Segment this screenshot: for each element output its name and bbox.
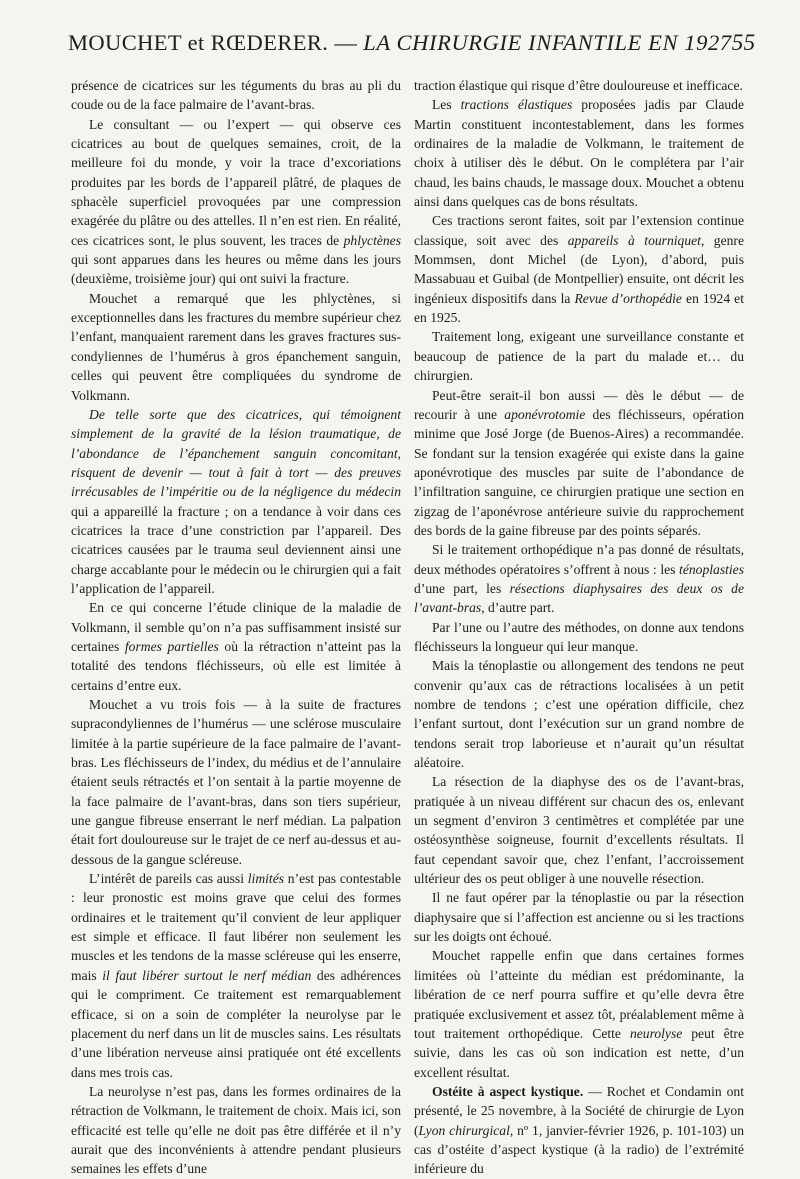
italic-term: phlyctènes [343,232,401,248]
text-run: peut être suivie, dans les cas où son indication est nette, d’un excellent résultat. [414,1025,744,1080]
paragraph [414,76,744,95]
paragraph [414,656,744,772]
italic-passage: De telle sorte que des cicatrices, qui témoignent simplement de la gravité de la lésion traumatique, de l’abondance de l’épanchement sanguin concomitant, risquent de devenir — tout à fait à tort — des preuves irrécusables de l’impéritie ou de la négligence du médecin [71,406,401,500]
paragraph [414,946,744,1081]
paragraph [71,695,401,869]
text-run: En ce qui concerne l’étude clinique de la maladie de Volkmann, il semble qu’on n’a pas suffisamment insisté sur certaines [71,600,401,654]
text-run: où la rétraction n’atteint pas la totalité des tendons fléchisseurs, où elle est limitée à certains d’entre eux. [71,638,401,693]
paragraph [71,869,401,1082]
text-run: Par l’une ou l’autre des méthodes, on donne aux tendons fléchisseurs la longueur qui leur manque. [414,619,744,654]
text-run: qui a appareillé la fracture ; on a tendance à voir dans ces cicatrices la trace d’une constriction par l’appareil. Des cicatrices causées par le trauma seul deviennent ainsi une charge accablante pour le médecin ou le chirurgien qui a fait l’application de l’appareil. [71,503,401,596]
text-run: qui sont apparues dans les heures ou même dans les jours (deuxième, troisième jour) qui ont suivi la fracture. [71,252,401,287]
header-journal-title: LA CHIRURGIE INFANTILE EN 1927 [363,30,732,55]
header-authors: MOUCHET et RŒDERER. [68,30,329,55]
text-run: Mouchet a vu trois fois — à la suite de fractures supracondyliennes de l’humérus — une sclérose musculaire limitée à la partie supérieure de la face palmaire de l’avant-bras. Les fléchisseurs de l’index, du médius et de l’annulaire étaient seuls rétractés et l’on sentait à la partie moyenne de la face palmaire de l’avant-bras, dans son tiers supérieur, une gangue fibreuse enserrant le nerf médian. La palpation était fort douloureuse sur le trajet de ce nerf au-dessus et au-dessous de la gangue scléreuse. [71,697,401,867]
italic-term: ténoplasties [679,561,744,577]
italic-passage: il faut libérer surtout le nerf médian [102,967,312,983]
header-title [68,30,732,56]
text-run: présence de cicatrices sur les téguments du bras au pli du coude ou de la face palmaire de l’avant-bras. [71,78,401,113]
header-dash: — [328,30,364,55]
text-run: Les [432,97,461,113]
paragraph [414,618,744,657]
italic-term: appareils à tourniquet [567,232,701,248]
italic-term: résections diaphysaires des deux os de l’avant-bras [414,580,745,616]
text-run: La résection de la diaphyse des os de l’avant-bras, pratiquée à un niveau différent sur chacun des os, enlevant un segment d’environ 3 centimètres et complétée par une ostéosynthèse soigneuse, fournit d’excellents résultats. Il faut cependant savoir que, chez l’enfant, l’accroissement ultérieur des os peut obliger à une nouvelle résection. [414,774,744,887]
text-run: Le consultant — ou l’expert — qui observe ces cicatrices au bout de quelques semaines, croit, de la meilleure foi du monde, y voir la trace d’excoriations produites par les bords de l’appareil plâtré, de plaques de sphacèle superficiel provoquées par une compression exagérée du plâtre ou des attelles. Il n’en est rien. En réalité, ces cicatrices sont, le plus souvent, les traces de [71,116,401,248]
text-run: Ces tractions seront faites, soit par l’extension continue classique, soit avec des [414,213,744,248]
running-header [68,30,756,78]
paragraph [71,598,401,695]
text-run: Mouchet rappelle enfin que dans certaines formes limitées où l’atteinte du médian est prédominante, la libération de ce nerf pourra suffire et qu’elle devra être pratiquée exclusivement et assez tôt, préalablement même à tout traitement orthopédique. Cette [414,948,744,1041]
text-run: , genre Mommsen, dont Michel (de Lyon), d’abord, puis Massabuau et Guibal (de Montpellier) ensuite, ont décrit les ingénieux dispositifs dans la [414,232,744,306]
text-run: , d’autre part. [481,600,555,616]
text-run: , nº 1, janvier-février 1926, p. 101-103) un cas d’ostéite d’aspect kystique (à la radio) de l’extrémité inférieure du [414,1122,745,1177]
italic-term: neurolyse [629,1025,683,1041]
text-run: Mais la ténoplastie ou allongement des tendons ne peut convenir qu’aux cas de rétractions localisées à un petit nombre de tendons ; c’est une opération difficile, chez l’enfant surtout, dont l’exécution sur un grand nombre de tendons serait trop laborieuse et n’aurait qu’un résultat aléatoire. [414,658,744,771]
italic-journal: Revue d’orthopédie [574,290,682,306]
paragraph [414,211,744,327]
italic-term: limités [247,871,285,887]
text-run: proposées jadis par Claude Martin constituent incontestablement, dans les formes ordinaires de la maladie de Volkmann, le traitement de choix à utiliser dès le début. On le complétera par l’air chaud, les bains chauds, le massage doux. Mouchet a obtenu ainsi dans quelques cas de bons résultats. [414,97,744,210]
paragraph [71,76,401,115]
page-number: 55 [731,30,756,55]
text-run: traction élastique qui risque d’être douloureuse et inefficace. [414,78,743,93]
italic-term: aponévrotomie [504,406,586,422]
paragraph [414,1082,744,1179]
right-column [414,76,745,1177]
paragraph [414,327,744,385]
paragraph [414,540,744,617]
paragraph [414,772,744,888]
text-run: des fléchisseurs, opération minime que José Jorge (de Buenos-Aires) a recommandée. Se fondant sur la tension exagérée qui existe dans la gaine aponévrotique des muscles par suite de l’abondance de l’infiltration sanguine, ce chirurgien pratique une section en zigzag de l’aponévrose antérieure suivie du rapprochement des bords de la gaine fibreuse par des points séparés. [414,406,744,538]
left-column [71,76,402,1177]
text-run: Traitement long, exigeant une surveillance constante et beaucoup de patience de la part du malade et… du chirurgien. [414,329,744,384]
text-run: d’une part, les [414,580,510,596]
paragraph [71,405,401,598]
italic-journal: Lyon chirurgical [418,1122,510,1138]
paragraph [414,95,744,211]
text-run: Peut-être serait-il bon aussi — dès le début — de recourir à une [414,387,744,422]
text-run: en 1924 et en 1925. [414,290,744,326]
text-run: L’intérêt de pareils cas aussi [89,871,248,887]
paragraph [71,115,401,289]
text-run: Si le traitement orthopédique n’a pas donné de résultats, deux méthodes opératoires s’offrent à nous : les [414,542,744,577]
text-run: n’est pas contestable : leur pronostic est moins grave que celui des formes ordinaires et le traitement qu’il convient de leur appliquer est simple et efficace. Il faut libérer non seulement les muscles et les tendons de la masse scléreuse qui les enserre, mais [71,871,402,983]
paragraph [71,289,401,405]
text-run: Il ne faut opérer par la ténoplastie ou par la résection diaphysaire que si l’affection est ancienne ou si les tractions sur les doigts ont échoué. [414,890,744,945]
paragraph [71,1082,401,1179]
section-heading: Ostéite à aspect kystique. [432,1083,584,1099]
paragraph [414,888,744,946]
text-run: des adhérences qui le compriment. Ce traitement est remarquablement efficace, si on a soin de compléter la neurolyse par le placement du nerf dans un lit de muscles sains. Les résultats d’une libération nerveuse ainsi pratiquée ont été excellents dans mes trois cas. [71,967,402,1080]
italic-term: formes partielles [124,638,219,654]
paragraph [414,386,744,541]
text-run: Mouchet a remarqué que les phlyctènes, si exceptionnelles dans les fractures du membre supérieur chez l’enfant, manquaient rarement dans les graves fractures sus-condyliennes de l’humérus à gros épanchement sanguin, celles qui peuvent être compliquées du syndrome de Volkmann. [71,290,401,403]
italic-term: tractions élastiques [460,97,573,113]
text-run: — Rochet et Condamin ont présenté, le 25 novembre, à la Société de chirurgie de Lyon ( [414,1083,744,1138]
text-run: La neurolyse n’est pas, dans les formes ordinaires de la rétraction de Volkmann, le traitement de choix. Mais ici, son efficacité est telle qu’elle ne doit pas être différée et il n’y aurait que des inconvénients à attendre pendant plusieurs semaines les effets d’une [71,1083,401,1177]
